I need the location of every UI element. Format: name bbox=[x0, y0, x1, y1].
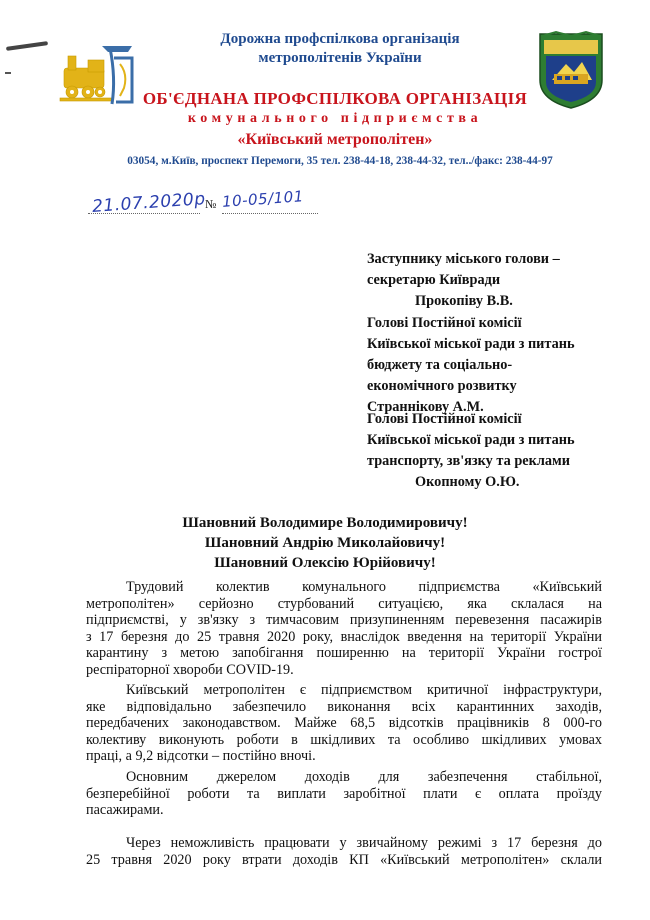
paragraph-line: Через неможливість працювати у звичайному режимі з 17 березня до bbox=[126, 835, 602, 851]
paragraph-line: яке відповідально забезпечило виконання всіх карантинних заходів, bbox=[86, 698, 602, 715]
number-underline bbox=[222, 212, 318, 214]
paragraph-line: пасажирами. bbox=[86, 802, 164, 818]
addressee-line: Заступнику міського голови – bbox=[367, 251, 560, 267]
addressee-line: секретарю Київради bbox=[367, 272, 501, 288]
org-line-2: метрополітенів України bbox=[258, 50, 422, 66]
addressee-block bbox=[367, 249, 637, 312]
paragraph-line: з 17 березня до 25 травня 2020 року, внаслідок введення на території України bbox=[86, 628, 602, 645]
enterprise-name: «Київський метрополітен» bbox=[237, 131, 433, 148]
paragraph-line: безперебійної роботи та виплати заробітної плати є оплата проїзду bbox=[86, 785, 602, 802]
paragraph-line: Київський метрополітен є підприємством критичної інфраструктури, bbox=[126, 682, 602, 698]
addressee-line: Голові Постійної комісії bbox=[367, 315, 522, 331]
addressee-line: Київської міської ради з питань bbox=[367, 432, 575, 448]
outgoing-number: 10-05/101 bbox=[221, 187, 305, 211]
org-line-1: Дорожна профспілкова організація bbox=[220, 31, 460, 47]
addressee-line: Страннікову А.М. bbox=[367, 399, 484, 415]
body-paragraph bbox=[86, 769, 602, 819]
addressee-line: Голові Постійної комісії bbox=[367, 411, 522, 427]
scan-mark bbox=[5, 72, 11, 74]
paragraph-line: 25 травня 2020 року втрати доходів КП «Київський метрополітен» склали bbox=[86, 851, 602, 868]
addressee-line: економічного розвитку bbox=[367, 378, 517, 394]
addressee-line: бюджету та соціально- bbox=[367, 357, 513, 373]
paragraph-line: карантину з метою запобігання поширенню на території України гострої bbox=[86, 645, 602, 661]
metro-shield-logo bbox=[536, 30, 606, 110]
enterprise-type: комунального підприємства bbox=[187, 111, 483, 126]
paragraph-line: Трудовий колектив комунального підприємства «Київський bbox=[126, 579, 602, 595]
paragraph-line: передбачених законодавством. Майже 68,5 відсотків працівників 8 000-го bbox=[86, 715, 602, 731]
addressee-line: Прокопіву В.В. bbox=[415, 293, 513, 309]
paragraph-line: колективу виконують роботи в шкідливих та особливо шкідливих умовах bbox=[86, 731, 602, 748]
number-label: № bbox=[205, 197, 217, 211]
outgoing-date: 21.07.2020р bbox=[91, 189, 207, 217]
salutation: Шановний Володимире Володимировичу! bbox=[182, 515, 468, 531]
addressee-block bbox=[367, 409, 637, 493]
paragraph-line: метрополітен» серйозно стурбований ситуацією, яка склалася на bbox=[86, 595, 602, 612]
date-underline bbox=[88, 212, 200, 214]
addressee-line: Окопному О.Ю. bbox=[415, 474, 520, 490]
paragraph-line: респіраторної хвороби COVID-19. bbox=[86, 661, 294, 678]
scan-mark bbox=[6, 41, 48, 51]
contact-address: 03054, м.Київ, проспект Перемоги, 35 тел. 238-44-18, 238-44-32, тел../факс: 238-44-97 bbox=[127, 155, 553, 167]
salutation: Шановний Олексію Юрійовичу! bbox=[214, 555, 436, 571]
union-train-logo bbox=[58, 38, 138, 110]
salutation: Шановний Андрію Миколайовичу! bbox=[204, 535, 446, 551]
addressee-block bbox=[367, 313, 637, 418]
paragraph-line: праці, а 9,2 відсотки – постійно вночі. bbox=[86, 748, 316, 764]
paragraph-line: підприємстві, у зв'язку з тимчасовим призупиненням перевезення пасажирів bbox=[86, 612, 602, 628]
body-paragraph bbox=[86, 682, 602, 765]
union-title: ОБ'ЄДНАНА ПРОФСПІЛКОВА ОРГАНІЗАЦІЯ bbox=[142, 89, 528, 108]
addressee-line: транспорту, зв'язку та реклами bbox=[367, 453, 571, 469]
paragraph-line: Основним джерелом доходів для забезпечення стабільної, bbox=[126, 769, 602, 785]
body-paragraph bbox=[86, 579, 602, 678]
addressee-line: Київської міської ради з питань bbox=[367, 336, 575, 352]
body-paragraph bbox=[86, 835, 602, 868]
